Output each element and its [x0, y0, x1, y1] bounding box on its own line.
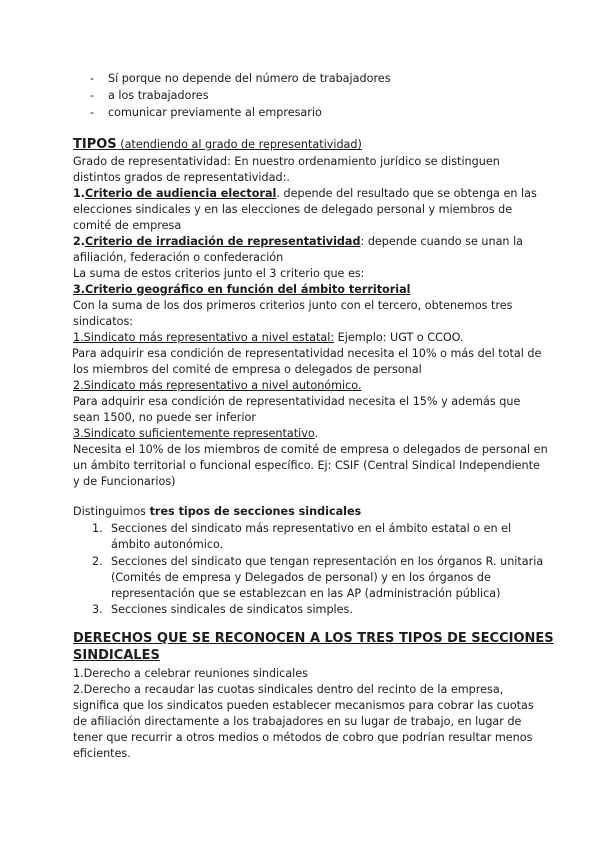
paragraph-line: La suma de estos criterios junto el 3 criterio que es:: [73, 267, 365, 280]
paragraph-line: 1.Derecho a celebrar reuniones sindicales: [73, 667, 308, 680]
paragraph-line: Para adquirir esa condición de representatividad necesita el 10% o más del total de: [72, 347, 542, 360]
paragraph-line: elecciones sindicales y en las elecciones de delegado personal y miembros de: [73, 203, 513, 216]
criterio-1: 1.Criterio de audiencia electoral. depende del resultado que se obtenga en las: [73, 187, 537, 200]
paragraph-line: los miembros del comité de empresa o delegados de personal: [73, 363, 422, 376]
paragraph-line: significa que los sindicatos pueden establecer mecanismos para cobrar las cuotas: [73, 699, 534, 712]
paragraph-line: tener que recurrir a otros medios o métodos de cobro que podrían resultar menos: [73, 731, 533, 744]
list-item: 1. Secciones del sindicato más representativo en el ámbito estatal o en el: [92, 522, 512, 535]
sindicato-1: 1.Sindicato más representativo a nivel estatal: Ejemplo: UGT o CCOO.: [73, 331, 464, 344]
dash-marker: -: [90, 106, 95, 119]
list-item: 3. Secciones sindicales de sindicatos simples.: [92, 603, 353, 616]
paragraph-line: comité de empresa: [73, 219, 182, 232]
paragraph-line: Para adquirir esa condición de representatividad necesita el 15% y además que: [73, 395, 521, 408]
paragraph-line: sean 1500, no puede ser inferior: [73, 411, 256, 424]
list-item-continued: representación que se establezcan en las AP (administración pública): [111, 587, 501, 600]
paragraph-line: Necesita el 10% de los miembros de comité de empresa o delegados de personal en: [73, 443, 548, 456]
derechos-heading-cont: SINDICALES: [73, 648, 160, 663]
paragraph-line: un ámbito territorial o funcional específico. Ej: CSIF (Central Sindical Independiente: [73, 459, 540, 472]
list-item: - comunicar previamente al empresario: [90, 106, 322, 119]
dash-marker: -: [90, 89, 95, 102]
paragraph-line: de afiliación directamente a los trabajadores en su lugar de trabajo, en lugar de: [73, 715, 522, 728]
paragraph-line: 2.Derecho a recaudar las cuotas sindicales dentro del recinto de la empresa,: [73, 683, 504, 696]
paragraph-line: eficientes.: [73, 747, 131, 760]
paragraph-line: y de Funcionarios): [73, 475, 176, 488]
paragraph-line: afiliación, federación o confederación: [73, 251, 284, 264]
secciones-intro: Distinguimos tres tipos de secciones sindicales: [73, 505, 362, 518]
paragraph-line: distintos grados de representatividad:.: [73, 171, 290, 184]
tipos-heading: TIPOS (atendiendo al grado de representatividad): [73, 137, 362, 152]
criterio-3: 3.Criterio geográfico en función del ámbito territorial: [73, 283, 411, 296]
dash-marker: -: [90, 72, 95, 85]
paragraph-line: Con la suma de los dos primeros criterios junto con el tercero, obtenemos tres: [73, 299, 513, 312]
sindicato-3: 3.Sindicato suficientemente representativo.: [73, 427, 319, 440]
paragraph-line: Grado de representatividad: En nuestro ordenamiento jurídico se distinguen: [73, 155, 500, 168]
list-item-continued: ámbito autonómico.: [111, 538, 224, 551]
derechos-heading: DERECHOS QUE SE RECONOCEN A LOS TRES TIPOS DE SECCIONES: [73, 631, 554, 646]
list-item: - Sí porque no depende del número de trabajadores: [90, 72, 391, 85]
sindicato-2: 2.Sindicato más representativo a nivel autonómico.: [73, 379, 362, 392]
list-item: 2. Secciones del sindicato que tengan representación en los órganos R. unitaria: [92, 555, 544, 568]
criterio-2: 2.Criterio de irradiación de representatividad: depende cuando se unan la: [73, 235, 524, 248]
list-item-continued: (Comités de empresa y Delegados de personal) y en los órganos de: [111, 571, 491, 584]
list-item: - a los trabajadores: [90, 89, 209, 102]
paragraph-line: sindicatos:: [73, 315, 134, 328]
